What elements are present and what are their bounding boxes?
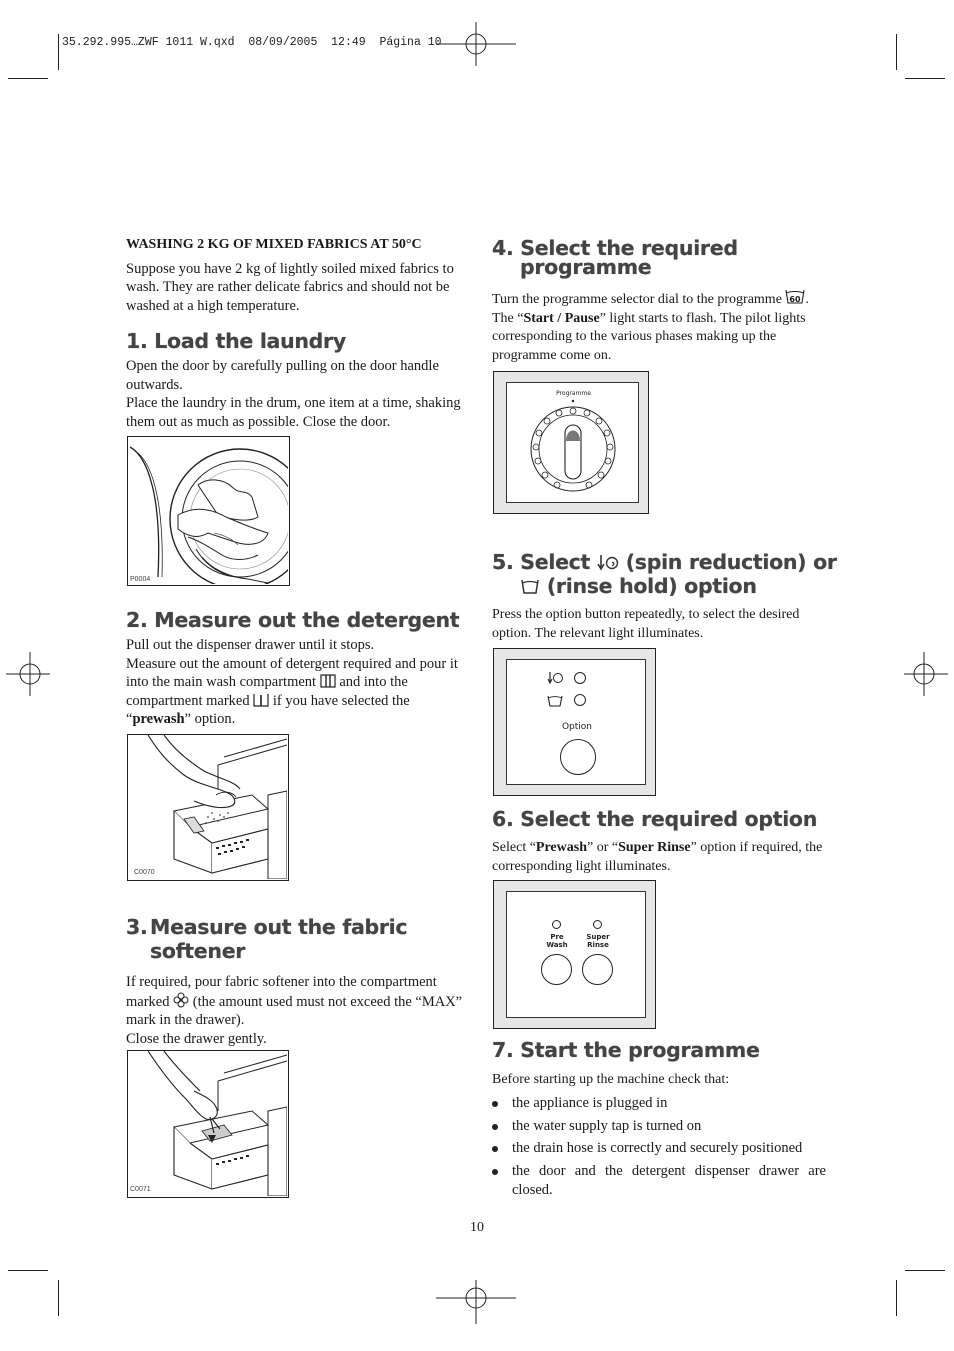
step4-title-line2: programme (520, 255, 652, 279)
step5-section (492, 550, 837, 643)
step6-text: Select “Prewash” or “Super Rinse” option if required, the corresponding light illuminates. (492, 840, 823, 874)
programme-60-icon: 60 (785, 289, 805, 305)
main-wash-compartment-icon (320, 673, 336, 688)
step7-section (492, 1038, 832, 1090)
option-button-panel (493, 648, 656, 796)
step4-text: Turn the programme selector dial to the programme 60 . The “Start / Pause” light starts to flash. The pilot lights corresponding to the various phases making up the programme come on. (492, 289, 832, 365)
step6-title: 6. Select the required option (492, 807, 818, 831)
step6-section (492, 807, 832, 876)
spin-reduction-icon (597, 553, 619, 571)
prewash-label-line1: Pre (550, 933, 564, 941)
intro-text: Suppose you have 2 kg of lightly soiled mixed fabrics to wash. They are rather delicate fabrics and should not be washed at a high temperature. (126, 260, 454, 314)
prewash-button[interactable] (541, 954, 572, 985)
crop-mark (905, 1270, 945, 1271)
step3-title-line2: softener (150, 939, 246, 963)
registration-mark-icon (6, 652, 50, 696)
crop-mark (8, 78, 48, 79)
step3-title-line1: Measure out the fabric (150, 915, 408, 939)
figure-code: P0004 (130, 576, 151, 583)
crop-mark (58, 34, 59, 70)
figure-code: C0070 (134, 869, 155, 876)
registration-mark-icon (904, 652, 948, 696)
programme-dial-label: Programme (556, 390, 591, 397)
step4-section (492, 236, 832, 365)
intro-section (126, 236, 466, 315)
softener-drawer-icon (128, 1051, 287, 1196)
prewash-compartment-icon (253, 692, 269, 707)
step2-section (126, 608, 466, 729)
crop-mark (896, 1280, 897, 1316)
fabric-softener-illustration (127, 1050, 289, 1198)
step1-text-1: Open the door by carefully pulling on the door handle outwards. (126, 358, 439, 393)
step5-title-line2: (rinse hold) option (492, 574, 832, 598)
washing-machine-door-icon (128, 437, 288, 584)
prewash-superrinse-panel (493, 880, 656, 1029)
step3-text-2: Close the drawer gently. (126, 1030, 267, 1047)
crop-mark (8, 1270, 48, 1271)
fabric-softener-flower-icon (173, 992, 189, 1008)
registration-mark-icon (436, 22, 516, 66)
programme-selector-dial[interactable] (507, 383, 640, 504)
step7-title: 7. Start the programme (492, 1038, 760, 1062)
step3-section (126, 915, 466, 1048)
figure-code: C0071 (130, 1186, 151, 1193)
page-number: 10 (470, 1220, 484, 1235)
load-laundry-illustration (127, 436, 290, 586)
crop-mark (896, 34, 897, 70)
print-slug: 35.292.995…ZWF 1011 W.qxd 08/09/2005 12:49 Página 10 (62, 36, 442, 49)
registration-mark-icon (436, 1280, 516, 1324)
option-button-label: Option (561, 722, 593, 732)
prewash-indicator-light (552, 920, 561, 929)
step3-title-number: 3. (126, 915, 148, 939)
superrinse-button[interactable] (582, 954, 613, 985)
dispenser-drawer-icon (128, 735, 287, 879)
step1-section (126, 329, 466, 431)
step5-text: Press the option button repeatedly, to select the desired option. The relevant light illuminates. (492, 607, 800, 641)
superrinse-label-line2: Rinse (587, 941, 609, 949)
detergent-drawer-illustration (127, 734, 289, 881)
prewash-label-line2: Wash (546, 941, 568, 949)
step2-text-2: Measure out the amount of detergent required and pour it into the main wash compartment and into the compartment marked if you have selected the “prewash” option. (126, 655, 458, 727)
rinse-hold-icon (520, 577, 540, 595)
superrinse-label-line1: Super (586, 933, 610, 941)
step1-title: 1. Load the laundry (126, 329, 346, 353)
intro-heading: WASHING 2 KG OF MIXED FABRICS AT 50°C (126, 237, 422, 252)
step2-text-1: Pull out the dispenser drawer until it stops. (126, 637, 375, 653)
option-button[interactable] (560, 739, 596, 775)
programme-dial-panel (493, 371, 649, 514)
step3-text-1: If required, pour fabric softener into the compartment marked (the amount used must not exceed the “MAX” mark in the drawer). (126, 974, 463, 1028)
crop-mark (58, 1280, 59, 1316)
step1-text-2: Place the laundry in the drum, one item at a time, shaking them out as much as possible. Close the door. (126, 395, 461, 430)
step4-title-line1: 4. Select the required (492, 236, 738, 260)
crop-mark (905, 78, 945, 79)
step2-title: 2. Measure out the detergent (126, 608, 460, 632)
step7-intro: Before starting up the machine check that: (492, 1072, 730, 1087)
step5-title-line1: 5. Select (spin reduction) or (492, 550, 837, 574)
superrinse-indicator-light (593, 920, 602, 929)
